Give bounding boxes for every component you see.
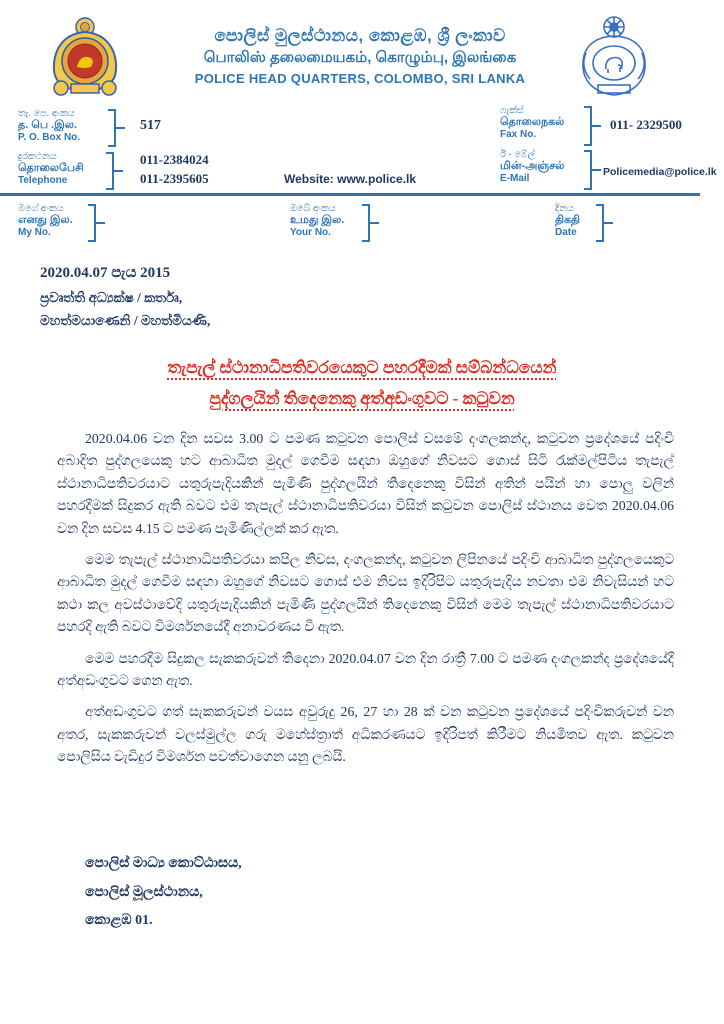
your-no-bracket: [362, 204, 370, 242]
fax-bracket: [584, 106, 592, 146]
my-no-bracket: [88, 204, 96, 242]
po-box-label-en: P. O. Box No.: [18, 132, 81, 144]
po-box-label-si: තැ. පෙ. අංකය: [18, 108, 75, 119]
fax-label: [500, 105, 564, 141]
telephone-label-si: දුරකථනය: [18, 151, 57, 162]
date-label-en: Date: [555, 227, 577, 239]
letterhead-org-name: [130, 26, 590, 86]
email-label-ta: மின்-அஞ்சல்: [500, 160, 565, 173]
addressee-line-2: මහත්මයාණෙනි / මහත්මියණි,: [40, 313, 211, 328]
my-no-label-si: මගේ අංකය: [18, 203, 64, 214]
telephone-value-1: 011-2384024: [140, 152, 209, 167]
fax-label-si: ෆැක්ස්: [500, 105, 524, 116]
title-line-2: පුද්ගලයින් තිදෙනෙකු අත්අඩංගුවට - කටුවන: [209, 389, 515, 408]
my-no-label: [18, 203, 73, 239]
date-bracket: [596, 204, 604, 242]
po-box-label: [18, 108, 80, 144]
your-no-label: [290, 203, 344, 239]
org-name-english: POLICE HEAD QUARTERS, COLOMBO, SRI LANKA: [194, 71, 526, 86]
org-name-tamil: பொலிஸ் தலைமையகம், கொழும்பு, இலங்கை: [203, 49, 517, 66]
paragraph-3: මෙම පහරදීම සිදුකල සැකකරුවන් තිදෙනා 2020.04.07 වන දින රාත්‍රී 7.00 ට පමණ දංගලකන්ද ප්‍රදේශයේදී අත්අඩංගුවට ගෙන ඇත.: [57, 650, 674, 689]
email-value: Policemedia@police.lk: [603, 166, 717, 178]
telephone-label-en: Telephone: [18, 175, 68, 187]
telephone-label: [18, 151, 84, 187]
header-divider-line: [0, 193, 700, 196]
signature-block: [85, 850, 242, 936]
paragraph-2: මෙම තැපැල් ස්ථානාධිපතිවරයා කපිල නිවස, දංගලකන්ද, කටුවන ලිපිනයේ පදිංචි ආබාධිත පුද්ගලයෙකුට ආබාධිත මුදල් ගෙවීම සඳහා ඔහුගේ නිවසට ගොස් එම නිවස ඉදිරිපිට යතුරුපැදිය නවතා එම නිවැසියන් හට කථා කල අවස්ථාවේදි යතුරුපැදියකින් පැමිණි පුද්ගලයින් තිදෙනෙකු විසින් මෙම තැපැල් ස්ථානාධිපතිවරයාට පහරදි ඇති බවට විමර්ශනයේදී අනාවරණය වී ඇත.: [57, 552, 674, 635]
letter-body: [57, 428, 674, 778]
sri-lanka-national-emblem-icon: [44, 16, 126, 100]
paragraph-1: 2020.04.06 වන දින සවස 3.00 ට පමණ කටුවන පොලිස් වසමේ දංගලකන්ද, කටුවන ප්‍රදේශයේ පදිංචි අබාදිත පුද්ගලයෙකු හට ආබාධිත මුදල් ගෙවීම සඳහා ඔහුගේ නිවසට ගොස් සිටි රැක්මල්පිටිය තැපැල් ස්ථානාධිපතිවරයාට යතුරුපැදියකින් පැමිණි පුද්ගලයින් තිදෙනෙකු විසින් අතින් පයින් හා පොලු වලින් පහරදීමක් සිදුකර ඇති බවට එම තැපැල් ස්ථානාධිපතිවරයා විසින් කටුවන පොලිස් ස්ථානය වෙත 2020.04.06 වන දින සවස 4.15 ට පමණ පැමිණිල්ලක් කර ඇත.: [57, 431, 674, 536]
po-box-label-ta: த. பெ .இல.: [18, 119, 78, 132]
fax-label-en: Fax No.: [500, 129, 537, 141]
title-line-1: තැපැල් ස්ථානාධිපතිවරයෙකුට පහරදීමක් සම්බන්ධයෙන්: [167, 358, 557, 377]
signature-line-2: පොලිස් මූලස්ථානය,: [85, 884, 203, 900]
website-value: Website: www.police.lk: [284, 172, 417, 186]
email-label-en: E-Mail: [500, 173, 530, 185]
telephone-bracket: [106, 152, 114, 190]
your-no-label-en: Your No.: [290, 227, 331, 239]
fax-value: 011- 2329500: [610, 117, 682, 132]
email-label: [500, 149, 564, 185]
telephone-value-2: 011-2395605: [140, 171, 209, 186]
my-no-label-ta: எனது இல.: [18, 214, 73, 227]
po-box-bracket: [108, 109, 116, 147]
my-no-label-en: My No.: [18, 227, 51, 239]
email-label-si: ඊ - මේල්: [500, 149, 535, 160]
your-no-label-ta: உமது இல.: [290, 214, 345, 227]
date-label-ta: திகதி: [555, 214, 581, 227]
addressee-line-1: ප්‍රවෘත්ති අධ්‍යක්ෂ / කර්තෘ,: [40, 290, 183, 305]
signature-line-3: කොළඹ 01.: [85, 913, 153, 928]
signature-line-1: පොලිස් මාධ්‍ය කොට්ඨාසය,: [85, 856, 242, 871]
your-no-label-si: ඔබේ අංකය: [290, 203, 336, 214]
paragraph-4: අත්අඩංගුවට ගත් සැකකරුවන් වයස අවුරුදු 26, 27 හා 28 ක් වන කටුවන ප්‍රදේශයේ පදිංචිකරුවන් වන අතර, සැකකරුවන් වලස්මුල්ල ගරු මහේස්ත්‍රාත් අධිකරණයට ඉදිරිපත් කිරීමට නියමිතව ඇත. කටුවන පොලිසිය වැඩිදුර විමර්ශන පවත්වාගෙන යනු ලබයි.: [57, 704, 674, 765]
org-name-sinhala: පොලිස් මුලස්ථානය, කොළඹ, ශ්‍රී ලංකාව: [214, 26, 506, 45]
email-bracket: [584, 150, 592, 190]
fax-label-ta: தொலைநகல்: [500, 116, 565, 129]
date-label: [555, 203, 580, 239]
po-box-value: 517: [140, 118, 161, 133]
telephone-label-ta: தொலைபேசி: [18, 162, 84, 175]
date-label-si: දිනය: [555, 203, 574, 214]
press-release-title: [40, 352, 684, 414]
letter-datetime: 2020.04.07 පැය 2015: [40, 265, 171, 281]
